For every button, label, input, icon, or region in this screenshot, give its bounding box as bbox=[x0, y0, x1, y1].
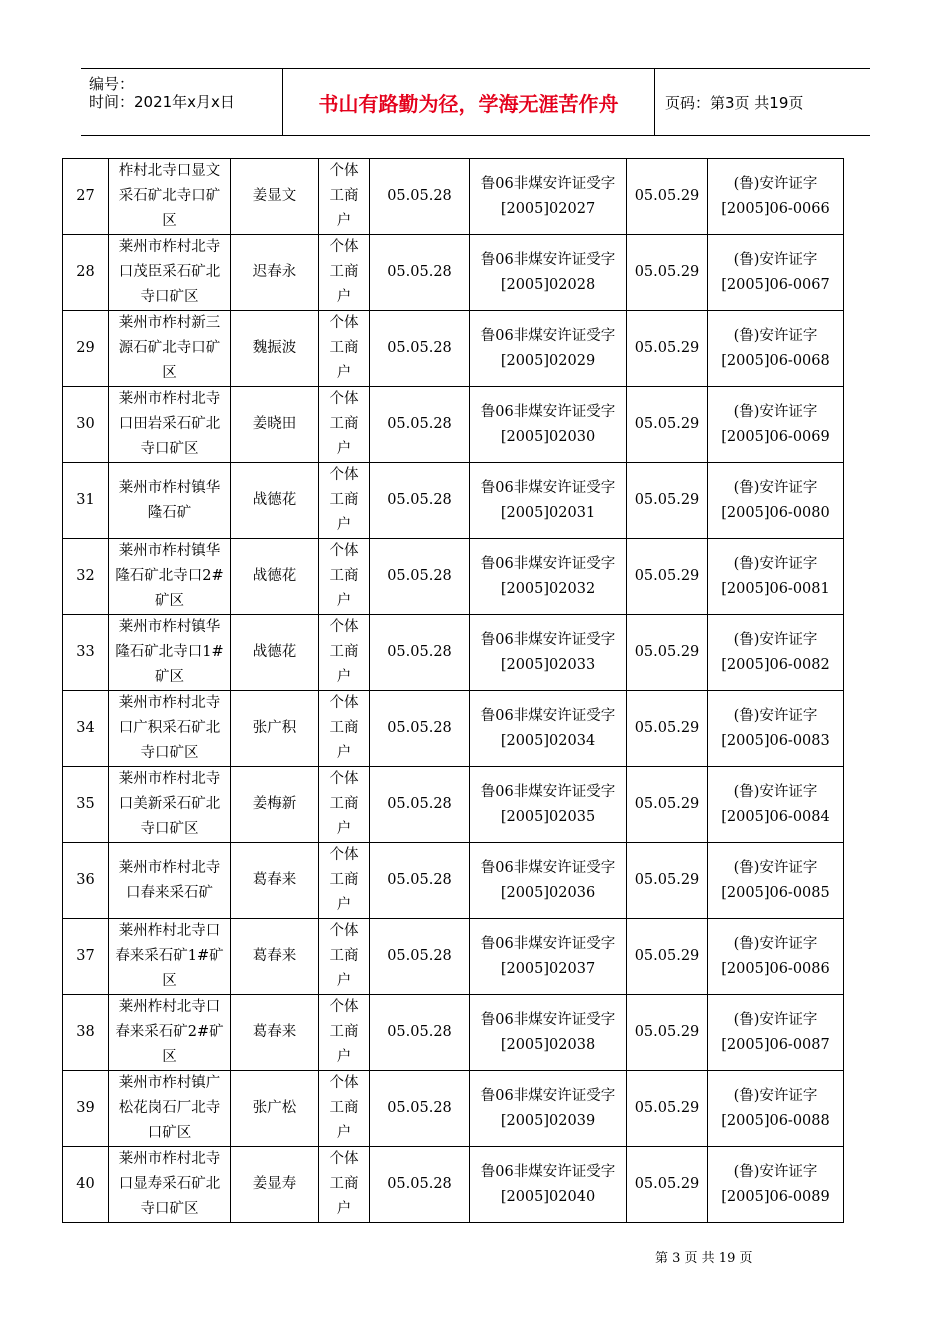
row-number-cell: 28 bbox=[63, 235, 109, 311]
mine-name-cell: 莱州柞村北寺口春来采石矿2#矿区 bbox=[109, 995, 231, 1071]
business-type-cell: 个体工商户 bbox=[319, 539, 370, 615]
apply-date-cell: 05.05.28 bbox=[370, 387, 470, 463]
number-label: 编号： bbox=[89, 75, 135, 93]
business-type-cell: 个体工商户 bbox=[319, 691, 370, 767]
table-row bbox=[63, 919, 844, 995]
business-type-cell: 个体工商户 bbox=[319, 235, 370, 311]
table-row bbox=[63, 311, 844, 387]
row-number-cell: 32 bbox=[63, 539, 109, 615]
mine-name-cell: 莱州柞村北寺口春来采石矿1#矿区 bbox=[109, 919, 231, 995]
owner-name-cell: 魏振波 bbox=[231, 311, 319, 387]
mine-name-cell: 莱州市柞村北寺口广积采石矿北寺口矿区 bbox=[109, 691, 231, 767]
row-number-cell: 38 bbox=[63, 995, 109, 1071]
table-row bbox=[63, 615, 844, 691]
table-row bbox=[63, 995, 844, 1071]
apply-date-cell: 05.05.28 bbox=[370, 1147, 470, 1223]
license-number-cell: (鲁)安许证字[2005]06-0084 bbox=[708, 767, 844, 843]
mine-name-cell: 莱州市柞村北寺口茂臣采石矿北寺口矿区 bbox=[109, 235, 231, 311]
mine-name-cell: 莱州市柞村北寺口田岩采石矿北寺口矿区 bbox=[109, 387, 231, 463]
issue-date-cell: 05.05.29 bbox=[627, 1147, 708, 1223]
owner-name-cell: 姜梅新 bbox=[231, 767, 319, 843]
page-header bbox=[81, 68, 870, 136]
license-number-cell: (鲁)安许证字[2005]06-0087 bbox=[708, 995, 844, 1071]
owner-name-cell: 张广积 bbox=[231, 691, 319, 767]
owner-name-cell: 战德花 bbox=[231, 463, 319, 539]
license-number-cell: (鲁)安许证字[2005]06-0086 bbox=[708, 919, 844, 995]
acceptance-number-cell: 鲁06非煤安许证受字[2005]02032 bbox=[470, 539, 627, 615]
business-type-cell: 个体工商户 bbox=[319, 159, 370, 235]
row-number-cell: 29 bbox=[63, 311, 109, 387]
acceptance-number-cell: 鲁06非煤安许证受字[2005]02031 bbox=[470, 463, 627, 539]
row-number-cell: 34 bbox=[63, 691, 109, 767]
table-row bbox=[63, 691, 844, 767]
owner-name-cell: 葛春来 bbox=[231, 919, 319, 995]
license-number-cell: (鲁)安许证字[2005]06-0088 bbox=[708, 1071, 844, 1147]
acceptance-number-cell: 鲁06非煤安许证受字[2005]02034 bbox=[470, 691, 627, 767]
apply-date-cell: 05.05.28 bbox=[370, 463, 470, 539]
acceptance-number-cell: 鲁06非煤安许证受字[2005]02040 bbox=[470, 1147, 627, 1223]
acceptance-number-cell: 鲁06非煤安许证受字[2005]02036 bbox=[470, 843, 627, 919]
apply-date-cell: 05.05.28 bbox=[370, 539, 470, 615]
issue-date-cell: 05.05.29 bbox=[627, 235, 708, 311]
apply-date-cell: 05.05.28 bbox=[370, 615, 470, 691]
mine-name-cell: 莱州市柞村镇广松花岗石厂北寺口矿区 bbox=[109, 1071, 231, 1147]
issue-date-cell: 05.05.29 bbox=[627, 691, 708, 767]
owner-name-cell: 葛春来 bbox=[231, 995, 319, 1071]
row-number-cell: 31 bbox=[63, 463, 109, 539]
row-number-cell: 30 bbox=[63, 387, 109, 463]
acceptance-number-cell: 鲁06非煤安许证受字[2005]02035 bbox=[470, 767, 627, 843]
license-number-cell: (鲁)安许证字[2005]06-0085 bbox=[708, 843, 844, 919]
issue-date-cell: 05.05.29 bbox=[627, 843, 708, 919]
license-number-cell: (鲁)安许证字[2005]06-0089 bbox=[708, 1147, 844, 1223]
page-footer: 第 3 页 共 19 页 bbox=[655, 1251, 753, 1266]
business-type-cell: 个体工商户 bbox=[319, 615, 370, 691]
row-number-cell: 33 bbox=[63, 615, 109, 691]
license-number-cell: (鲁)安许证字[2005]06-0067 bbox=[708, 235, 844, 311]
business-type-cell: 个体工商户 bbox=[319, 387, 370, 463]
apply-date-cell: 05.05.28 bbox=[370, 691, 470, 767]
row-number-cell: 35 bbox=[63, 767, 109, 843]
table-row bbox=[63, 463, 844, 539]
issue-date-cell: 05.05.29 bbox=[627, 539, 708, 615]
table-row bbox=[63, 159, 844, 235]
apply-date-cell: 05.05.28 bbox=[370, 843, 470, 919]
table-row bbox=[63, 387, 844, 463]
owner-name-cell: 迟春永 bbox=[231, 235, 319, 311]
business-type-cell: 个体工商户 bbox=[319, 463, 370, 539]
time-label: 时间：2021年x月x日 bbox=[89, 93, 235, 111]
header-page-code: 页码：第3页 共19页 bbox=[665, 93, 804, 112]
mine-name-cell: 莱州市柞村镇华隆石矿北寺口1#矿区 bbox=[109, 615, 231, 691]
acceptance-number-cell: 鲁06非煤安许证受字[2005]02028 bbox=[470, 235, 627, 311]
apply-date-cell: 05.05.28 bbox=[370, 1071, 470, 1147]
acceptance-number-cell: 鲁06非煤安许证受字[2005]02037 bbox=[470, 919, 627, 995]
table-row bbox=[63, 1071, 844, 1147]
table-row bbox=[63, 767, 844, 843]
license-number-cell: (鲁)安许证字[2005]06-0066 bbox=[708, 159, 844, 235]
license-number-cell: (鲁)安许证字[2005]06-0080 bbox=[708, 463, 844, 539]
business-type-cell: 个体工商户 bbox=[319, 995, 370, 1071]
license-number-cell: (鲁)安许证字[2005]06-0083 bbox=[708, 691, 844, 767]
mine-name-cell: 莱州市柞村北寺口显寿采石矿北寺口矿区 bbox=[109, 1147, 231, 1223]
business-type-cell: 个体工商户 bbox=[319, 767, 370, 843]
issue-date-cell: 05.05.29 bbox=[627, 159, 708, 235]
owner-name-cell: 姜晓田 bbox=[231, 387, 319, 463]
business-type-cell: 个体工商户 bbox=[319, 1147, 370, 1223]
table-row bbox=[63, 1147, 844, 1223]
business-type-cell: 个体工商户 bbox=[319, 843, 370, 919]
issue-date-cell: 05.05.29 bbox=[627, 387, 708, 463]
business-type-cell: 个体工商户 bbox=[319, 1071, 370, 1147]
license-number-cell: (鲁)安许证字[2005]06-0082 bbox=[708, 615, 844, 691]
acceptance-number-cell: 鲁06非煤安许证受字[2005]02039 bbox=[470, 1071, 627, 1147]
owner-name-cell: 战德花 bbox=[231, 615, 319, 691]
table-row bbox=[63, 235, 844, 311]
apply-date-cell: 05.05.28 bbox=[370, 311, 470, 387]
row-number-cell: 37 bbox=[63, 919, 109, 995]
issue-date-cell: 05.05.29 bbox=[627, 311, 708, 387]
mine-name-cell: 莱州市柞村镇华隆石矿北寺口2#矿区 bbox=[109, 539, 231, 615]
issue-date-cell: 05.05.29 bbox=[627, 919, 708, 995]
mine-name-cell: 莱州市柞村北寺口春来采石矿 bbox=[109, 843, 231, 919]
acceptance-number-cell: 鲁06非煤安许证受字[2005]02029 bbox=[470, 311, 627, 387]
apply-date-cell: 05.05.28 bbox=[370, 767, 470, 843]
apply-date-cell: 05.05.28 bbox=[370, 235, 470, 311]
apply-date-cell: 05.05.28 bbox=[370, 919, 470, 995]
business-type-cell: 个体工商户 bbox=[319, 311, 370, 387]
issue-date-cell: 05.05.29 bbox=[627, 767, 708, 843]
issue-date-cell: 05.05.29 bbox=[627, 615, 708, 691]
owner-name-cell: 姜显文 bbox=[231, 159, 319, 235]
license-number-cell: (鲁)安许证字[2005]06-0069 bbox=[708, 387, 844, 463]
mine-name-cell: 莱州市柞村镇华隆石矿 bbox=[109, 463, 231, 539]
row-number-cell: 39 bbox=[63, 1071, 109, 1147]
mine-name-cell: 莱州市柞村北寺口美新采石矿北寺口矿区 bbox=[109, 767, 231, 843]
header-meta bbox=[81, 69, 283, 135]
table-row bbox=[63, 843, 844, 919]
owner-name-cell: 葛春来 bbox=[231, 843, 319, 919]
table-body bbox=[63, 159, 844, 1223]
row-number-cell: 36 bbox=[63, 843, 109, 919]
business-type-cell: 个体工商户 bbox=[319, 919, 370, 995]
apply-date-cell: 05.05.28 bbox=[370, 159, 470, 235]
acceptance-number-cell: 鲁06非煤安许证受字[2005]02027 bbox=[470, 159, 627, 235]
license-number-cell: (鲁)安许证字[2005]06-0068 bbox=[708, 311, 844, 387]
license-table bbox=[62, 158, 844, 1223]
row-number-cell: 27 bbox=[63, 159, 109, 235]
mine-name-cell: 柞村北寺口显文采石矿北寺口矿区 bbox=[109, 159, 231, 235]
table-row bbox=[63, 539, 844, 615]
acceptance-number-cell: 鲁06非煤安许证受字[2005]02030 bbox=[470, 387, 627, 463]
owner-name-cell: 姜显寿 bbox=[231, 1147, 319, 1223]
acceptance-number-cell: 鲁06非煤安许证受字[2005]02033 bbox=[470, 615, 627, 691]
issue-date-cell: 05.05.29 bbox=[627, 995, 708, 1071]
apply-date-cell: 05.05.28 bbox=[370, 995, 470, 1071]
owner-name-cell: 张广松 bbox=[231, 1071, 319, 1147]
header-motto: 书山有路勤为径，学海无涯苦作舟 bbox=[283, 69, 655, 135]
license-number-cell: (鲁)安许证字[2005]06-0081 bbox=[708, 539, 844, 615]
issue-date-cell: 05.05.29 bbox=[627, 463, 708, 539]
issue-date-cell: 05.05.29 bbox=[627, 1071, 708, 1147]
acceptance-number-cell: 鲁06非煤安许证受字[2005]02038 bbox=[470, 995, 627, 1071]
owner-name-cell: 战德花 bbox=[231, 539, 319, 615]
row-number-cell: 40 bbox=[63, 1147, 109, 1223]
mine-name-cell: 莱州市柞村新三源石矿北寺口矿区 bbox=[109, 311, 231, 387]
